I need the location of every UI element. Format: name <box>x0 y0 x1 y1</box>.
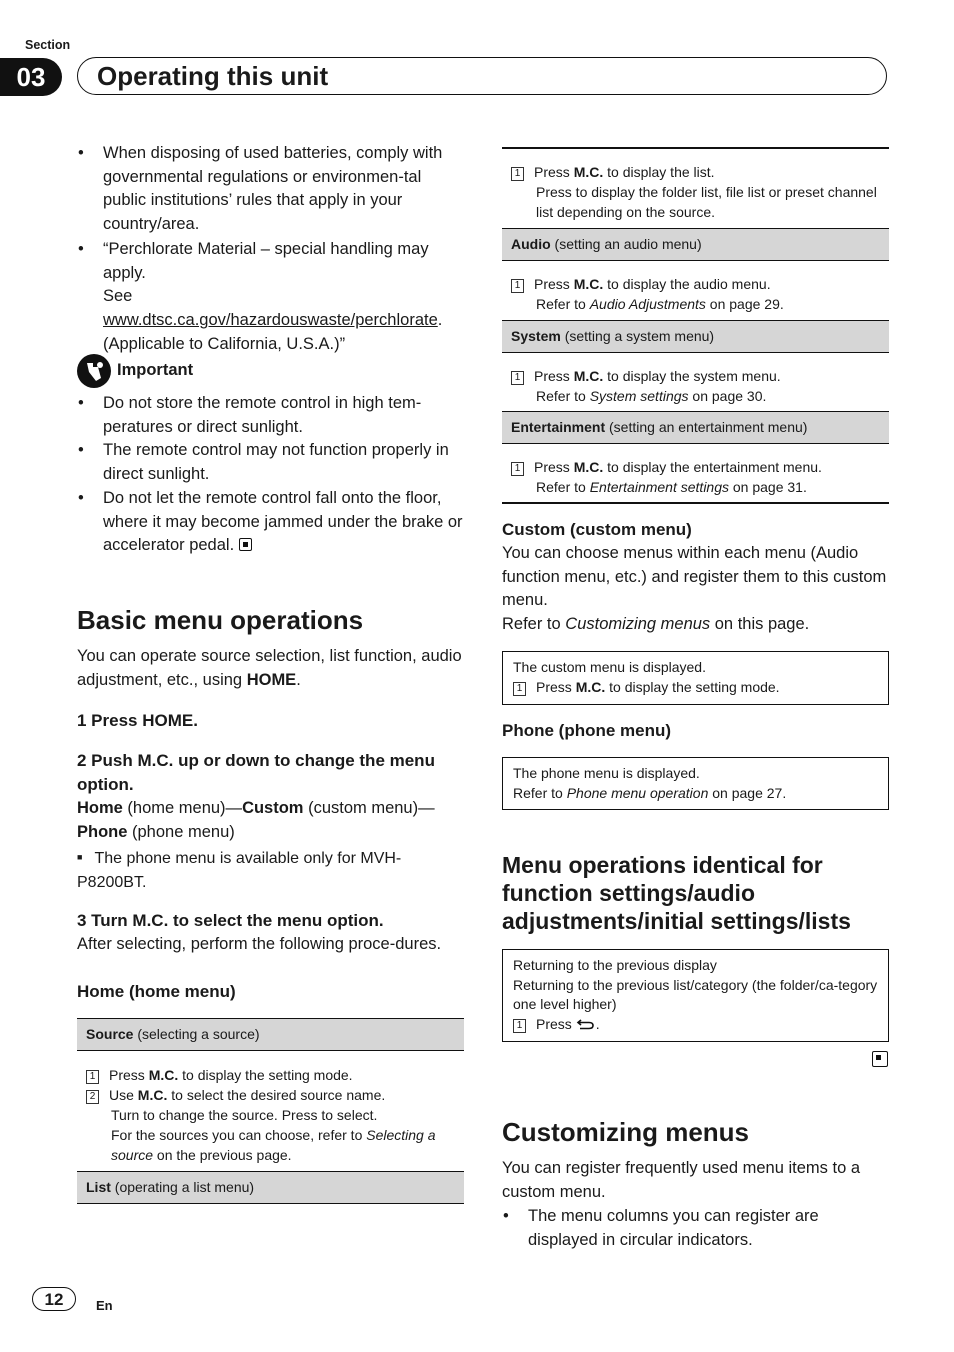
system-band: System (setting a system menu) <box>502 320 889 353</box>
end-of-section-icon <box>239 538 252 551</box>
system-step: 1 Press M.C. to display the system menu. Refer to System settings on page 30. <box>511 366 881 406</box>
section-label: Section <box>25 38 71 52</box>
return-box: Returning to the previous display Returning to the previous list/category (the folder/ca-tegory one level higher) 1 Press . <box>502 949 889 1042</box>
home-menu-heading: Home (home menu) <box>77 982 236 1001</box>
step-1: 1 Press HOME. <box>77 711 198 730</box>
source-band: Source (selecting a source) <box>77 1018 464 1051</box>
bullet-perchlorate: “Perchlorate Material – special handling may apply. <box>103 240 429 282</box>
chapter-title: Operating this unit <box>97 61 329 91</box>
step-2: 2 Push M.C. up or down to change the menu option. <box>77 751 435 794</box>
heading-basic-menu-operations: Basic menu operations <box>77 605 364 635</box>
back-arrow-icon <box>576 1016 596 1032</box>
step-3-text: After selecting, perform the following proce-dures. <box>77 935 442 953</box>
perchlorate-see: See www.dtsc.ca.gov/hazardouswaste/perchlorate. (Applicable to California, U.S.A.)” <box>103 287 443 353</box>
custom-heading: Custom (custom menu) <box>502 520 692 539</box>
step-2-note: ■ The phone menu is available only for MVH-P8200BT. <box>77 850 402 891</box>
audio-band: Audio (setting an audio menu) <box>502 228 889 261</box>
page-number: 12 <box>32 1287 76 1311</box>
important-icon <box>77 354 111 388</box>
entertainment-band: Entertainment (setting an entertainment menu) <box>502 411 889 444</box>
important-item: The remote control may not function properly in direct sunlight. <box>103 441 449 483</box>
phone-heading: Phone (phone menu) <box>502 721 672 740</box>
customizing-text: You can register frequently used menu items to a custom menu. <box>502 1159 861 1201</box>
custom-box: The custom menu is displayed. 1 Press M.C. to display the setting mode. <box>502 651 889 705</box>
custom-ref: Refer to Customizing menus on this page. <box>502 615 810 633</box>
important-item: Do not store the remote control in high tem-peratures or direct sunlight. <box>103 394 422 436</box>
custom-text: You can choose menus within each menu (Audio function menu, etc.) and register them to this custom menu. <box>502 544 887 610</box>
dtsc-link[interactable]: www.dtsc.ca.gov/hazardouswaste/perchlorate <box>103 311 438 330</box>
phone-box: The phone menu is displayed. Refer to Phone menu operation on page 27. <box>502 757 889 810</box>
customizing-bullet: The menu columns you can register are displayed in circular indicators. <box>528 1207 819 1249</box>
section-number: 03 <box>0 58 62 96</box>
audio-step: 1 Press M.C. to display the audio menu. Refer to Audio Adjustments on page 29. <box>511 274 881 314</box>
important-item: Do not let the remote control fall onto the floor, where it may become jammed under the brake or accelerator pedal. <box>103 489 463 555</box>
step-2-options: Home (home menu)—Custom (custom menu)—Phone (phone menu) <box>77 799 435 841</box>
language-label: En <box>96 1298 113 1313</box>
divider <box>502 502 889 504</box>
list-step: 1 Press M.C. to display the list. Press to display the folder list, file list or preset channel list depending on the source. <box>511 162 881 222</box>
basic-intro: You can operate source selection, list function, audio adjustment, etc., using HOME. <box>77 647 462 689</box>
bullet-disposal: When disposing of used batteries, comply with governmental regulations or environmen-tal public institutions’ rules that apply in your country/area. <box>103 144 443 234</box>
important-label: Important <box>117 361 194 379</box>
heading-menu-operations-identical: Menu operations identical for function settings/audio adjustments/initial settings/lists <box>502 852 851 934</box>
divider <box>502 147 889 149</box>
list-band: List (operating a list menu) <box>77 1171 464 1204</box>
source-steps: 1 Press M.C. to display the setting mode. 2 Use M.C. to select the desired source name. Turn to change the source. Press to select. For the sources you can choose, refer to Selecting a source on the previous page. <box>86 1065 461 1165</box>
heading-customizing-menus: Customizing menus <box>502 1117 750 1147</box>
end-of-section-icon <box>872 1051 888 1071</box>
step-3: 3 Turn M.C. to select the menu option. <box>77 911 384 930</box>
entertainment-step: 1 Press M.C. to display the entertainment menu. Refer to Entertainment settings on page 31. <box>511 457 881 497</box>
